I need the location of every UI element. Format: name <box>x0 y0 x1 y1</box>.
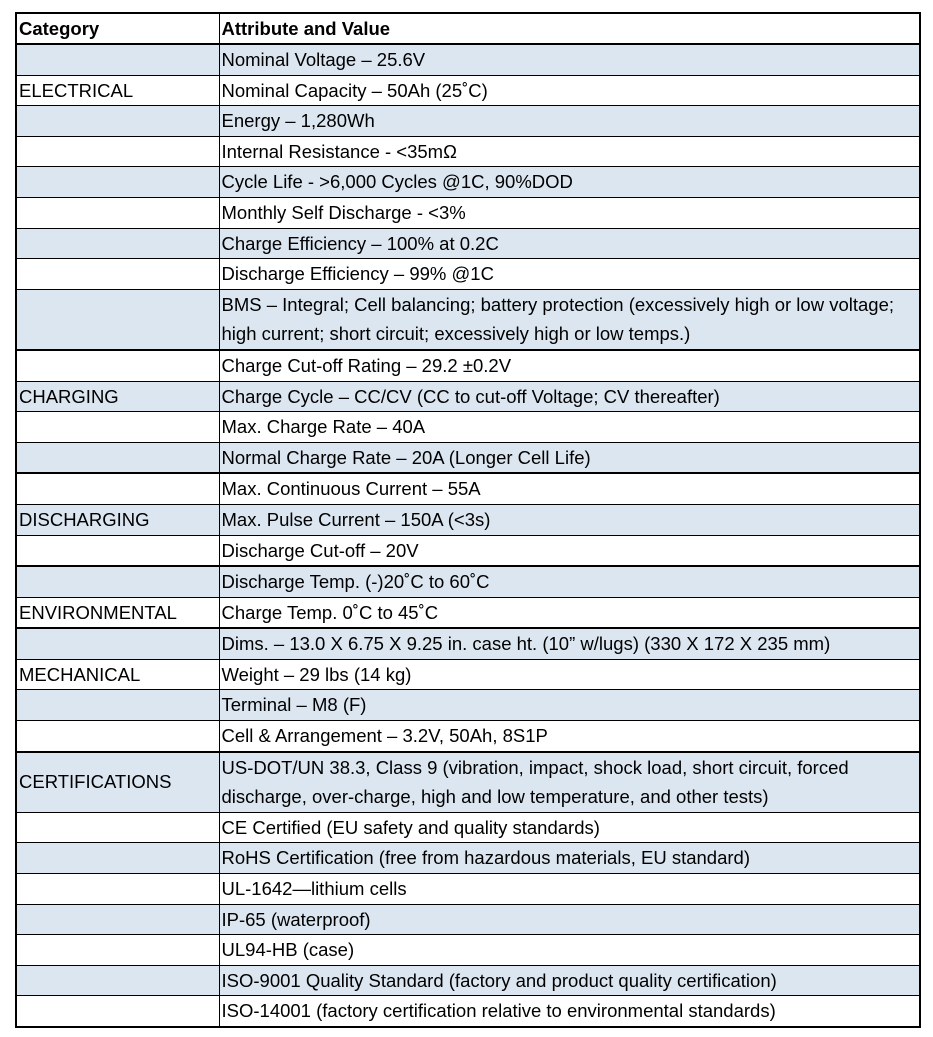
attribute-value-cell: Charge Efficiency – 100% at 0.2C <box>219 228 920 259</box>
attribute-value-cell: ISO-9001 Quality Standard (factory and product quality certification) <box>219 965 920 996</box>
attribute-value-cell: Charge Cut-off Rating – 29.2 ±0.2V <box>219 350 920 381</box>
category-cell <box>16 843 219 874</box>
category-cell <box>16 259 219 290</box>
table-row <box>16 935 920 966</box>
attribute-value-cell: Discharge Efficiency – 99% @1C <box>219 259 920 290</box>
attribute-value-cell: Monthly Self Discharge - <3% <box>219 197 920 228</box>
category-cell: ENVIRONMENTAL <box>16 597 219 628</box>
attribute-value-cell: US-DOT/UN 38.3, Class 9 (vibration, impact, shock load, short circuit, forced discharge, over-charge, high and low temperature, and other tests) <box>219 752 920 813</box>
attribute-value-cell: UL-1642—lithium cells <box>219 874 920 905</box>
attribute-value-cell: Discharge Temp. (-)20˚C to 60˚C <box>219 566 920 597</box>
attribute-value-cell: Cycle Life - >6,000 Cycles @1C, 90%DOD <box>219 167 920 198</box>
category-cell <box>16 197 219 228</box>
attribute-value-cell: Nominal Capacity – 50Ah (25˚C) <box>219 75 920 106</box>
category-cell: CHARGING <box>16 381 219 412</box>
table-row <box>16 535 920 566</box>
attribute-value-cell: Max. Continuous Current – 55A <box>219 473 920 504</box>
category-cell <box>16 106 219 137</box>
table-row <box>16 228 920 259</box>
table-body <box>16 44 920 1027</box>
category-cell <box>16 874 219 905</box>
table-row <box>16 44 920 75</box>
table-row <box>16 965 920 996</box>
table-header <box>16 13 920 44</box>
table-row <box>16 167 920 198</box>
category-cell <box>16 996 219 1027</box>
category-cell <box>16 412 219 443</box>
table-row <box>16 874 920 905</box>
attribute-value-cell: BMS – Integral; Cell balancing; battery protection (excessively high or low voltage; high current; short circuit; excessively high or low temps.) <box>219 289 920 350</box>
category-cell <box>16 350 219 381</box>
attribute-value-cell: Weight – 29 lbs (14 kg) <box>219 659 920 690</box>
table-row <box>16 597 920 628</box>
table-row <box>16 690 920 721</box>
attribute-value-cell: IP-65 (waterproof) <box>219 904 920 935</box>
spec-table <box>15 12 921 1028</box>
category-cell <box>16 167 219 198</box>
attribute-value-cell: Discharge Cut-off – 20V <box>219 535 920 566</box>
category-cell <box>16 535 219 566</box>
attribute-value-cell: ISO-14001 (factory certification relative to environmental standards) <box>219 996 920 1027</box>
attribute-value-cell: Charge Temp. 0˚C to 45˚C <box>219 597 920 628</box>
category-cell: CERTIFICATIONS <box>16 752 219 813</box>
attribute-value-cell: UL94-HB (case) <box>219 935 920 966</box>
attribute-value-cell: Nominal Voltage – 25.6V <box>219 44 920 75</box>
table-row <box>16 628 920 659</box>
table-row <box>16 904 920 935</box>
header-row <box>16 13 920 44</box>
category-cell <box>16 289 219 350</box>
table-row <box>16 566 920 597</box>
table-row <box>16 442 920 473</box>
category-cell <box>16 473 219 504</box>
category-cell <box>16 812 219 843</box>
attribute-value-cell: Internal Resistance - <35mΩ <box>219 136 920 167</box>
table-row <box>16 752 920 813</box>
category-cell <box>16 44 219 75</box>
table-row <box>16 812 920 843</box>
table-row <box>16 197 920 228</box>
table-row <box>16 659 920 690</box>
header-category: Category <box>16 13 219 44</box>
table-row <box>16 996 920 1027</box>
header-attribute: Attribute and Value <box>219 13 920 44</box>
attribute-value-cell: RoHS Certification (free from hazardous materials, EU standard) <box>219 843 920 874</box>
category-cell <box>16 442 219 473</box>
category-cell <box>16 566 219 597</box>
category-cell <box>16 690 219 721</box>
category-cell <box>16 628 219 659</box>
category-cell: ELECTRICAL <box>16 75 219 106</box>
category-cell: MECHANICAL <box>16 659 219 690</box>
category-cell <box>16 136 219 167</box>
table-row <box>16 473 920 504</box>
category-cell <box>16 228 219 259</box>
table-row <box>16 843 920 874</box>
attribute-value-cell: CE Certified (EU safety and quality standards) <box>219 812 920 843</box>
attribute-value-cell: Dims. – 13.0 X 6.75 X 9.25 in. case ht. (10” w/lugs) (330 X 172 X 235 mm) <box>219 628 920 659</box>
table-row <box>16 504 920 535</box>
attribute-value-cell: Normal Charge Rate – 20A (Longer Cell Life) <box>219 442 920 473</box>
category-cell <box>16 965 219 996</box>
table-row <box>16 350 920 381</box>
table-row <box>16 75 920 106</box>
table-row <box>16 106 920 137</box>
table-row <box>16 259 920 290</box>
category-cell <box>16 935 219 966</box>
table-row <box>16 721 920 752</box>
attribute-value-cell: Max. Pulse Current – 150A (<3s) <box>219 504 920 535</box>
attribute-value-cell: Cell & Arrangement – 3.2V, 50Ah, 8S1P <box>219 721 920 752</box>
attribute-value-cell: Charge Cycle – CC/CV (CC to cut-off Voltage; CV thereafter) <box>219 381 920 412</box>
table-row <box>16 289 920 350</box>
attribute-value-cell: Max. Charge Rate – 40A <box>219 412 920 443</box>
table-row <box>16 381 920 412</box>
category-cell <box>16 721 219 752</box>
attribute-value-cell: Energy – 1,280Wh <box>219 106 920 137</box>
table-row <box>16 136 920 167</box>
attribute-value-cell: Terminal – M8 (F) <box>219 690 920 721</box>
table-row <box>16 412 920 443</box>
category-cell <box>16 904 219 935</box>
category-cell: DISCHARGING <box>16 504 219 535</box>
